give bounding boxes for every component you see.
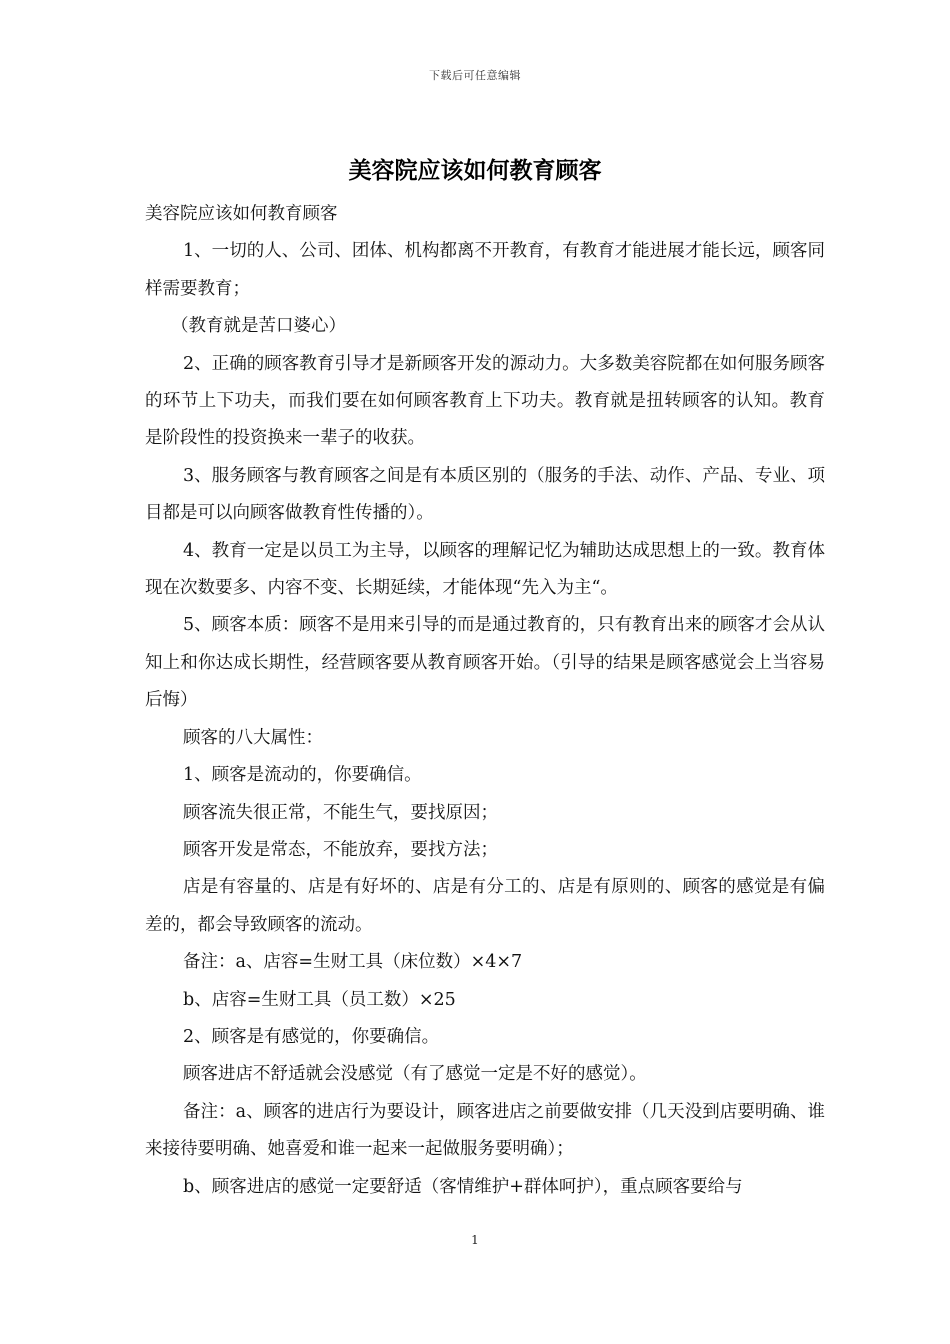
paragraph-subtitle: 美容院应该如何教育顾客: [145, 204, 338, 224]
paragraph: 顾客进店不舒适就会没感觉（有了感觉一定是不好的感觉）。: [183, 1064, 647, 1085]
paragraph: 1、顾客是流动的，你要确信。: [183, 765, 422, 786]
paragraph: 4、教育一定是以员工为主导，以顾客的理解记忆为辅助达成思想上的一致。教育体现在次数要多、内容不变、长期延续，才能体现“先入为主“。: [145, 540, 825, 599]
page-number: 1: [471, 1233, 479, 1247]
document-body: [145, 196, 825, 1206]
paragraph: 2、正确的顾客教育引导才是新顾客开发的源动力。大多数美容院都在如何服务顾客的环节上下功夫，而我们要在如何顾客教育上下功夫。教育就是扭转顾客的认知。教育是阶段性的投资换来一辈子的收获。: [145, 353, 825, 449]
paragraph: 顾客的八大属性：: [183, 727, 323, 748]
paragraph: 顾客开发是常态，不能放弃，要找方法；: [183, 839, 498, 860]
paragraph: 3、服务顾客与教育顾客之间是有本质区别的（服务的手法、动作、产品、专业、项目都是可以向顾客做教育性传播的）。: [145, 465, 825, 524]
paragraph: （教育就是苦口婆心）: [171, 316, 346, 337]
header-note: 下载后可任意编辑: [429, 69, 521, 82]
paragraph: b、店容=生财工具（员工数）×25: [183, 989, 456, 1010]
paragraph: 备注：a、顾客的进店行为要设计，顾客进店之前要做安排（几天没到店要明确、谁来接待要明确、她喜爱和谁一起来一起做服务要明确）；: [145, 1101, 825, 1160]
paragraph: 备注：a、店容=生财工具（床位数）×4×7: [183, 952, 523, 973]
paragraph: 1、一切的人、公司、团体、机构都离不开教育，有教育才能进展才能长远，顾客同样需要教育；: [145, 241, 825, 299]
paragraph: 店是有容量的、店是有好坏的、店是有分工的、店是有原则的、顾客的感觉是有偏差的，都会导致顾客的流动。: [145, 877, 825, 935]
paragraph: b、顾客进店的感觉一定要舒适（客情维护+群体呵护），重点顾客要给与: [183, 1176, 743, 1197]
paragraph: 顾客流失很正常，不能生气，要找原因；: [183, 802, 498, 823]
paragraph: 2、顾客是有感觉的，你要确信。: [183, 1026, 440, 1047]
paragraph: 5、顾客本质：顾客不是用来引导的而是通过教育的，只有教育出来的顾客才会从认知上和你达成长期性，经营顾客要从教育顾客开始。（引导的结果是顾客感觉会上当容易后悔）: [145, 615, 825, 711]
document-title: 美容院应该如何教育顾客: [348, 157, 602, 184]
